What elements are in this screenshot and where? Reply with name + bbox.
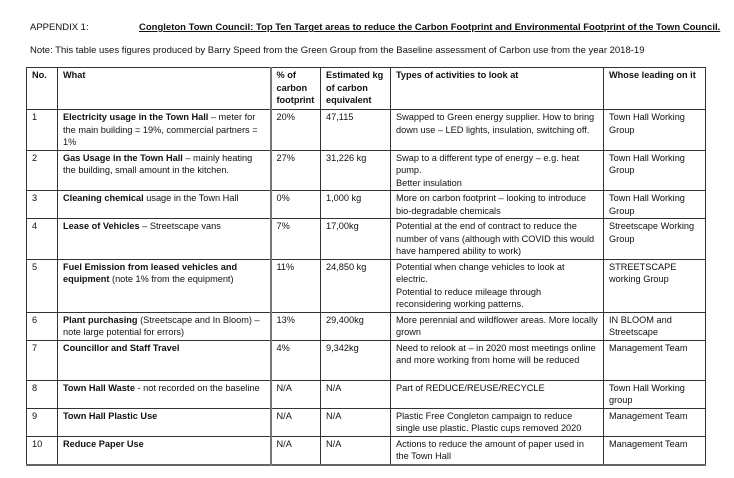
- what-bold: Plant purchasing: [63, 314, 138, 325]
- cell-pct: 4%: [271, 340, 321, 380]
- table-header-row: [27, 68, 706, 110]
- cell-no: 4: [27, 219, 58, 260]
- cell-what: [58, 436, 271, 465]
- cell-no: 1: [27, 110, 58, 151]
- cell-kg: N/A: [321, 408, 391, 436]
- cell-activities: [391, 219, 604, 260]
- cell-activities: [391, 191, 604, 219]
- cell-lead: Town Hall Working Group: [604, 150, 706, 191]
- appendix-label: APPENDIX 1:: [30, 22, 89, 33]
- cell-lead: STREETSCAPE working Group: [604, 259, 706, 312]
- cell-no: 5: [27, 259, 58, 312]
- table-row: [27, 408, 706, 436]
- target-areas-table: [26, 67, 706, 466]
- cell-pct: N/A: [271, 380, 321, 408]
- cell-what: [58, 219, 271, 260]
- cell-lead: Management Team: [604, 436, 706, 465]
- cell-activities: [391, 380, 604, 408]
- cell-lead: Management Team: [604, 408, 706, 436]
- cell-kg: 47,115: [321, 110, 391, 151]
- table-row: [27, 380, 706, 408]
- header-activities: Types of activities to look at: [391, 68, 604, 110]
- cell-no: 10: [27, 436, 58, 465]
- activity-line: Part of REDUCE/REUSE/RECYCLE: [396, 382, 545, 393]
- what-bold: Reduce Paper Use: [63, 438, 144, 449]
- cell-what: [58, 110, 271, 151]
- what-bold: Fuel Emission from leased vehicles and equipment: [63, 261, 238, 284]
- what-rest: – Streetscape vans: [139, 221, 221, 231]
- table-row: [27, 219, 706, 260]
- cell-kg: N/A: [321, 380, 391, 408]
- cell-activities: [391, 408, 604, 436]
- cell-activities: [391, 436, 604, 465]
- note-text: Note: This table uses figures produced by Barry Speed from the Green Group from the Baseline assessment of Carbon use from the year 2018-19: [30, 45, 645, 56]
- activity-line: Swap to a different type of energy – e.g. heat pump.: [396, 152, 580, 175]
- header-what: What: [58, 68, 271, 110]
- table-row: [27, 191, 706, 219]
- cell-no: 9: [27, 408, 58, 436]
- cell-kg: 9,342kg: [321, 340, 391, 380]
- cell-kg: 1,000 kg: [321, 191, 391, 219]
- header-no: No.: [27, 68, 58, 110]
- activity-line: Plastic Free Congleton campaign to reduce single use plastic. Plastic cups removed 2020: [396, 410, 582, 433]
- activity-line: More on carbon footprint – looking to introduce bio-degradable chemicals: [396, 193, 586, 216]
- what-bold: Gas Usage in the Town Hall: [63, 152, 183, 163]
- what-rest: – mainly heating the building, small amount in the kitchen.: [63, 152, 253, 175]
- cell-activities: [391, 312, 604, 340]
- what-rest: usage in the Town Hall: [143, 193, 239, 203]
- cell-no: 2: [27, 150, 58, 191]
- cell-lead: Town Hall Working group: [604, 380, 706, 408]
- cell-what: [58, 259, 271, 312]
- activity-line: Need to relook at – in 2020 most meetings online and more working from home will be reduced: [396, 342, 596, 365]
- table-row: [27, 436, 706, 465]
- table-row: [27, 312, 706, 340]
- activity-line: Potential to reduce mileage through reconsidering working patterns.: [396, 286, 542, 309]
- document-title: Congleton Town Council: Top Ten Target areas to reduce the Carbon Footprint and Environmental Footprint of the Town Council.: [139, 22, 721, 33]
- cell-what: [58, 408, 271, 436]
- cell-lead: Town Hall Working Group: [604, 110, 706, 151]
- cell-pct: 7%: [271, 219, 321, 260]
- cell-lead: Management Team: [604, 340, 706, 380]
- cell-no: 3: [27, 191, 58, 219]
- what-rest: - not recorded on the baseline: [134, 382, 260, 393]
- cell-what: [58, 340, 271, 380]
- what-rest: – meter for the main building = 19%, commercial partners = 1%: [63, 112, 258, 147]
- cell-what: [58, 380, 271, 408]
- what-bold: Town Hall Plastic Use: [63, 410, 158, 421]
- cell-kg: 31,226 kg: [321, 150, 391, 191]
- header-pct: % of carbon footprint: [271, 68, 321, 110]
- activity-line: Potential at the end of contract to reduce the number of vans (although with COVID this would have hampered ability to work): [396, 221, 595, 256]
- cell-no: 6: [27, 312, 58, 340]
- cell-activities: [391, 259, 604, 312]
- cell-lead: IN BLOOM and Streetscape: [604, 312, 706, 340]
- cell-activities: [391, 340, 604, 380]
- cell-pct: N/A: [271, 408, 321, 436]
- cell-what: [58, 312, 271, 340]
- table-row: [27, 110, 706, 151]
- cell-kg: 24,850 kg: [321, 259, 391, 312]
- cell-what: [58, 191, 271, 219]
- what-bold: Town Hall Waste: [63, 382, 135, 393]
- table-row: [27, 340, 706, 380]
- activity-line: Potential when change vehicles to look at electric.: [396, 261, 565, 284]
- what-bold: Lease of Vehicles: [63, 221, 140, 231]
- cell-no: 7: [27, 340, 58, 380]
- cell-pct: 27%: [271, 150, 321, 191]
- table-row: [27, 259, 706, 312]
- header-kg: Estimated kg of carbon equivalent: [321, 68, 391, 110]
- cell-pct: 11%: [271, 259, 321, 312]
- what-rest: (note 1% from the equipment): [109, 274, 234, 284]
- cell-kg: 29,400kg: [321, 312, 391, 340]
- header-lead: Whose leading on it: [604, 68, 706, 110]
- what-rest: (Streetscape and In Bloom) – note large potential for errors): [63, 314, 260, 337]
- activity-line: Better insulation: [396, 177, 462, 188]
- cell-activities: [391, 150, 604, 191]
- activity-line: More perennial and wildflower areas. More locally grown: [396, 314, 598, 337]
- cell-lead: Town Hall Working Group: [604, 191, 706, 219]
- what-bold: Cleaning chemical: [63, 193, 144, 203]
- cell-pct: 20%: [271, 110, 321, 151]
- cell-pct: N/A: [271, 436, 321, 465]
- cell-what: [58, 150, 271, 191]
- cell-kg: 17,00kg: [321, 219, 391, 260]
- activity-line: Swapped to Green energy supplier. How to bring down use – LED lights, insulation, switching off.: [396, 112, 595, 135]
- cell-pct: 0%: [271, 191, 321, 219]
- cell-pct: 13%: [271, 312, 321, 340]
- cell-activities: [391, 110, 604, 151]
- cell-no: 8: [27, 380, 58, 408]
- table-row: [27, 150, 706, 191]
- cell-kg: N/A: [321, 436, 391, 465]
- what-bold: Councillor and Staff Travel: [63, 342, 180, 353]
- what-bold: Electricity usage in the Town Hall: [63, 112, 209, 122]
- activity-line: Actions to reduce the amount of paper used in the Town Hall: [396, 438, 584, 461]
- cell-lead: Streetscape Working Group: [604, 219, 706, 260]
